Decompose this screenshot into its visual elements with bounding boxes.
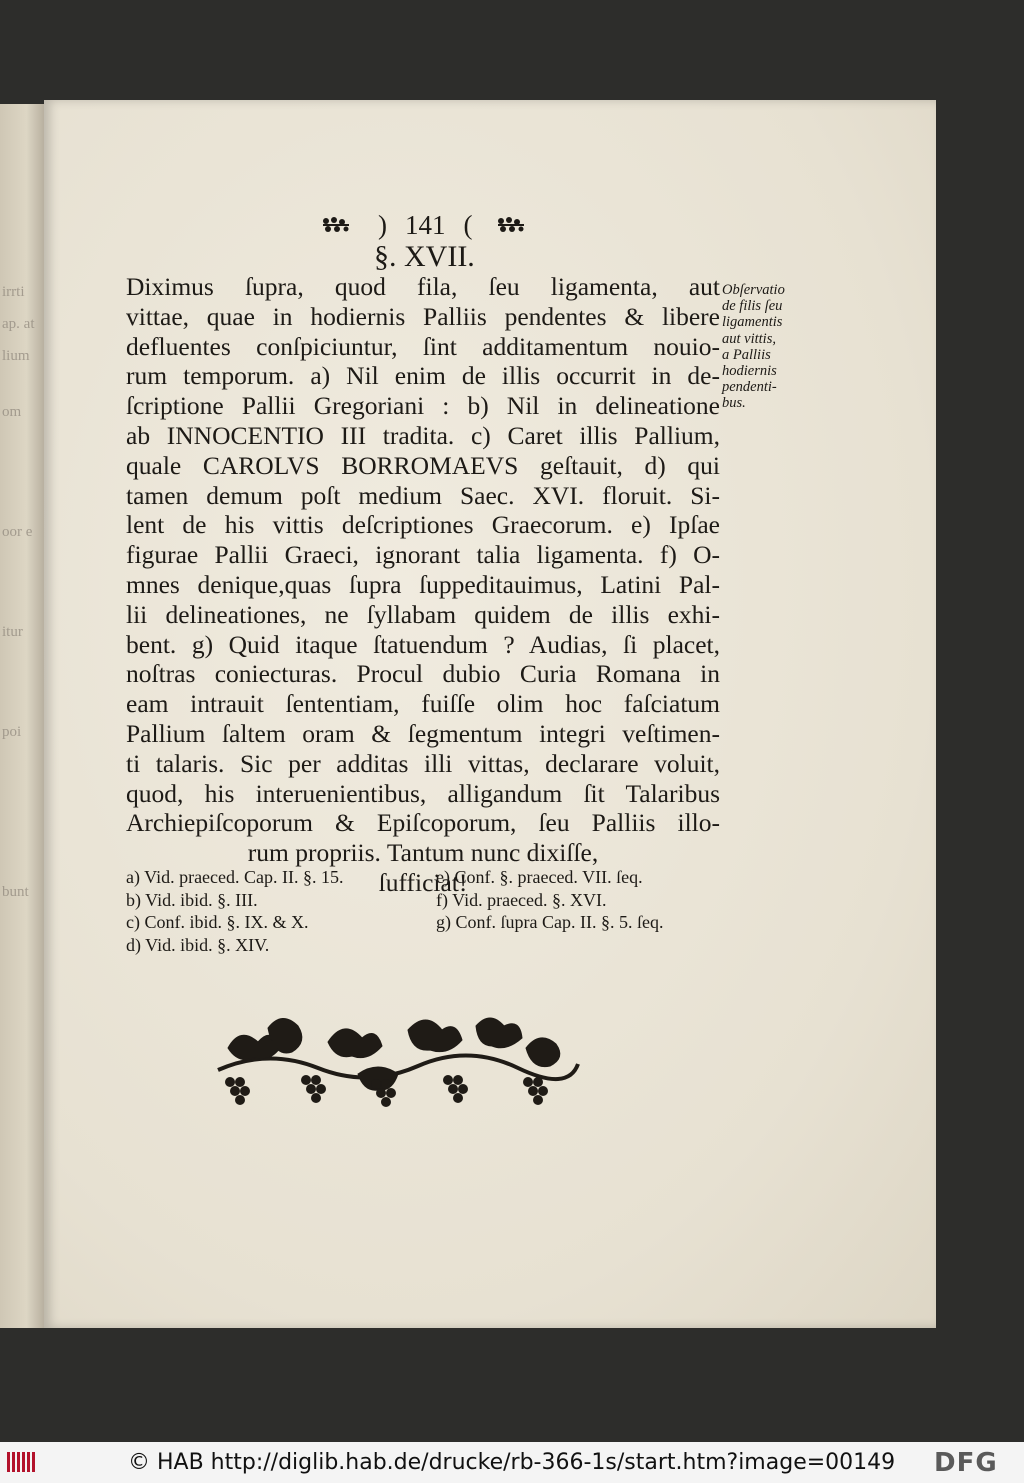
body-line: defluentes conſpiciuntur, ſint additamentum nouio- bbox=[126, 331, 720, 361]
body-line: eam intrauit ſententiam, fuiſſe olim hoc faſciatum bbox=[126, 689, 720, 719]
body-line: mnes denique,quas ſupra ſuppeditauimus, Latini Pal- bbox=[126, 569, 720, 599]
footnote: e) Conf. §. praeced. VII. ſeq. bbox=[436, 867, 643, 887]
footnote: b) Vid. ibid. §. III. bbox=[126, 889, 258, 910]
section-title: §. XVII. bbox=[374, 240, 475, 273]
footnote: f) Vid. praeced. §. XVI. bbox=[436, 889, 607, 910]
body-line: tamen demum poſt medium Saec. XVI. floruit. Si- bbox=[126, 480, 720, 510]
footnote: a) Vid. praeced. Cap. II. §. 15. bbox=[126, 867, 344, 887]
footnote: d) Vid. ibid. §. XIV. bbox=[126, 934, 270, 955]
body-line: ſufficiat! bbox=[378, 867, 468, 897]
footnotes-left bbox=[126, 866, 344, 956]
body-line: quale CAROLVS BORROMAEVS geſtauit, d) qui bbox=[126, 450, 720, 480]
dfg-logo: DFG bbox=[934, 1448, 998, 1478]
facing-page-edge: irrti ap. at lium om oor e itur poi bunt bbox=[0, 104, 44, 1328]
body-line: figurae Pallii Graeci, ignorant talia ligamenta. f) O- bbox=[126, 540, 720, 570]
copyright-url-link[interactable]: © HAB http://diglib.hab.de/drucke/rb-366-1s/start.htm?image=00149 bbox=[128, 1450, 896, 1475]
footnote: c) Conf. ibid. §. IX. & X. bbox=[126, 912, 309, 932]
footnotes-right bbox=[436, 866, 663, 934]
footnote: g) Conf. ſupra Cap. II. §. 5. ſeq. bbox=[436, 912, 664, 932]
body-line: noſtras coniecturas. Procul dubio Curia Romana in bbox=[126, 659, 720, 689]
grapevine-vignette-icon bbox=[208, 1008, 584, 1108]
header-paren-right: ( bbox=[463, 209, 473, 240]
body-line: vittae, quae in hodiernis Palliis pendentes & libere bbox=[126, 301, 720, 331]
margin-note-line: Obſervatio bbox=[722, 282, 785, 298]
margin-note-line: pendenti- bbox=[722, 379, 777, 396]
page-number: 141 bbox=[405, 209, 446, 240]
body-line: lent de his vittis deſcriptiones Graecorum. e) Ipſae bbox=[126, 510, 720, 540]
body-line: ab INNOCENTIO III tradita. c) Caret illis Pallium, bbox=[126, 420, 720, 450]
margin-note-line: bus. bbox=[722, 395, 746, 412]
body-line: lii delineationes, ne ſyllabam quidem de illis exhi- bbox=[126, 599, 720, 629]
hab-logo-icon bbox=[6, 1450, 40, 1474]
margin-note-line: ligamentis bbox=[722, 314, 783, 331]
margin-note-line: de filis ſeu bbox=[722, 298, 783, 315]
header-ornament-left-icon bbox=[320, 215, 360, 235]
margin-note-line: aut vittis, bbox=[722, 330, 776, 347]
marginal-note bbox=[722, 282, 814, 412]
body-line: bent. g) Quid itaque ſtatuendum ? Audias, ſi placet, bbox=[126, 629, 720, 659]
body-line: rum propriis. Tantum nunc dixiſſe, bbox=[247, 838, 599, 868]
body-line: Pallium ſaltem oram & ſegmentum integri veſtimen- bbox=[126, 718, 720, 748]
footer-bar bbox=[0, 1442, 1024, 1483]
body-line: quod, his interuenientibus, alligandum ſit Talaribus bbox=[126, 778, 720, 808]
body-line: ti talaris. Sic per additas illi vittas, declarare voluit, bbox=[126, 748, 720, 778]
margin-note-line: hodiernis bbox=[722, 363, 777, 380]
body-line: Diximus ſupra, quod fila, ſeu ligamenta, aut bbox=[126, 272, 720, 301]
body-paragraph bbox=[126, 272, 720, 898]
running-header bbox=[320, 208, 540, 242]
header-paren-left: ) bbox=[378, 209, 387, 240]
body-line: ſcriptione Pallii Gregoriani : b) Nil in delineatione bbox=[126, 391, 720, 421]
body-line: Archiepiſcoporum & Epiſcoporum, ſeu Palliis illo- bbox=[126, 808, 720, 838]
header-ornament-right-icon bbox=[491, 215, 531, 235]
body-line: rum temporum. a) Nil enim de illis occurrit in de- bbox=[126, 361, 720, 391]
margin-note-line: a Palliis bbox=[722, 346, 771, 363]
